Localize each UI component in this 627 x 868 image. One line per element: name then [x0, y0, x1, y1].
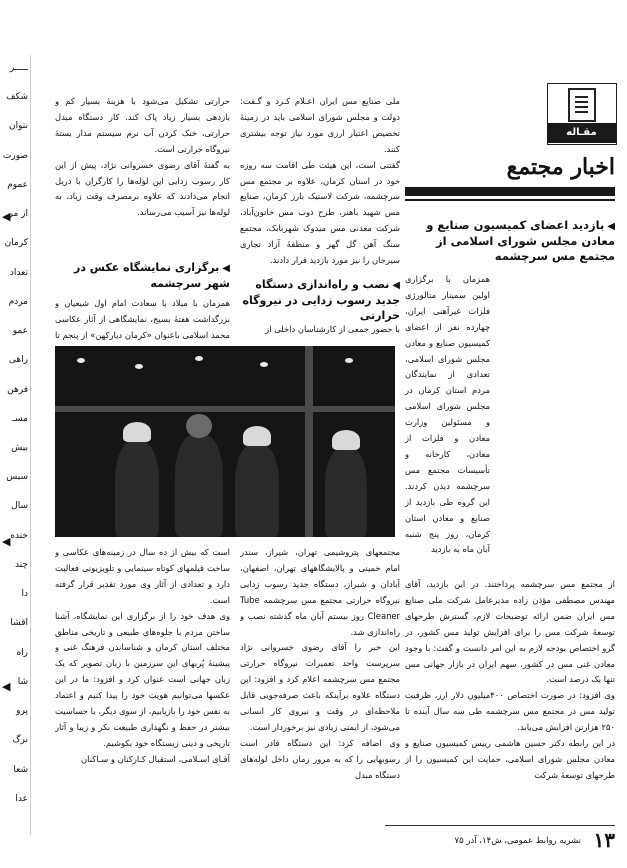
edge-triangle-icon: ◀ — [2, 210, 11, 223]
ceiling-light — [260, 362, 268, 367]
article-2-column — [240, 545, 400, 784]
person-figure — [175, 434, 223, 537]
edge-text-fragment: نتوان — [9, 121, 28, 132]
pipe-shape — [305, 346, 313, 537]
edge-text-fragment: دا — [21, 589, 28, 600]
article-1-paragraph: وی افزود: در صورت اختصاص ۴۰۰میلیون دلار ارز، ظرفیت تولید مس در مجتمع مس سرچشمه طی سه سال آینده تا ۲۵۰ هزارتن افزایش می‌یابد. — [405, 690, 615, 733]
edge-text-fragment: شعا — [13, 764, 28, 775]
publication-info: نشریه روابط عمومی، ش۱۴، آذر ۷۵ — [454, 836, 581, 846]
article-3-paragraph: آقـای اسـلامی، استقبال کـارکنان و سـاکنان — [81, 753, 230, 764]
article-1-paragraph: در این رابطه دکتر حسین هاشمی رییس کمیسیون صنایع و معادن مجلس شورای اسلامی، حمایت این کمیسیون را از طرحهای توسعهٔ شرکت — [405, 738, 615, 780]
document-stack-icon — [568, 88, 596, 122]
article-1-heading — [405, 218, 615, 264]
article-1-column-middle — [240, 94, 400, 269]
ceiling-light — [135, 364, 143, 369]
article-1-heading-text: بازدید اعضای کمیسیون صنایع و معادن مجلس شورای اسلامی از مجتمع مس سرچشمه — [426, 218, 615, 263]
triangle-bullet-icon: ◀ — [392, 280, 400, 291]
article-1-paragraph: ملی صنایع مس ایران اعـلام کـرد و گـفت: دولت و مجلس شورای اسلامی باید در زمینهٔ تخصیص اعتبار ارزی مورد نیاز توجه بیشتری کنند. — [240, 96, 400, 154]
person-figure — [325, 448, 367, 537]
pipe-shape — [55, 406, 395, 412]
edge-text-fragment: عموم — [7, 179, 28, 190]
edge-text-fragment: راهی — [8, 355, 28, 366]
article-3-heading-text: برگزاری نمایشگاه عکس در شهر سرچشمه — [73, 261, 230, 290]
edge-text-fragment: بیش — [11, 443, 28, 453]
article-1-paragraph: همزمان با برگزاری اولین سمینار متالورژی فلزات غیرآهنی ایران، چهارده نفر از اعضای کمیسیون صنایع و معادن مجلس شورای اسلامی، تعدادی از نمایندگان مردم استان کرمان در مجلس شورای اسلامی و مسئولین وزارت معادن و فلزات از معادن، کارخانه و تأسیسات مجتمع مس سرچشمه دیدن کردند. این گروه طی بازدید از صنایع و معادن استان کرمان، روز پنج شنبه آبان ماه به بازدید — [405, 274, 490, 555]
article-3-paragraph: همزمان با میلاد با سعادت امام اول شیعیان و بزرگداشت هفتهٔ بسیج، نمایشگاهی از آثار عکاسی محمد اسلامی باعنوان «کرمان دیارکهن» از پنجم تا — [55, 298, 230, 340]
helmet-shape — [123, 422, 151, 442]
article-2-paragraph: به گفتهٔ آقای رضوی خسروانی نژاد، پیش از این کار رسوب زدایی این لوله‌ها را کارگران با دریل انجام می‌دادند که علاوه برمصرف وقت زیاد، به لوله‌ها نیز آسیب می‌رساند. — [55, 159, 230, 218]
article-1-column-continued — [405, 577, 615, 784]
person-figure — [235, 444, 279, 537]
ceiling-light — [77, 358, 85, 363]
edge-text-fragment: عدا — [15, 793, 28, 804]
page-number: ۱۳ — [593, 828, 615, 852]
article-3-heading — [55, 260, 230, 291]
triangle-bullet-icon: ◀ — [222, 263, 230, 274]
article-2-paragraph: مجتمعهای پتروشیمی تهران، شیراز، سندر امام خمینی و پالایشگاههای تهران، اصفهان، آبادان و شیراز، دستگاه جدید رسوب زدایی نیروگاه حرارتی مجتمع مس سرچشمه Tube Cleaner روز بیستم آبان ماه گذشته نصب و راه‌اندازی شد. — [240, 547, 400, 637]
person-figure — [115, 441, 159, 537]
article-3-paragraph: وی هدف خود را از برگزاری این نمایشگاه، آشنا ساختن مردم با جلوه‌های طبیعی و تاریخی مناطق مختلف استان کرمان و شناساندن فرهنگ غنی و پیشینهٔ پُربهای این سرزمین با زبان تصویر که یک زبان جهانی است عنوان کرد و افزود: ما در این عکسها می‌توانیم هویت خود را پیدا کنیم و اعتماد به نفس خود را بازیابیم، از سوی دیگر، با حساسیت بیشتر در حفظ و نگهداری طبیعت بکر و زیبا و آثار تاریخی و دینی زیستگاه خود بکوشیم. — [55, 610, 230, 748]
article-2-intro-text: با حضور جمعی از کارشناسان داخلی از — [265, 324, 400, 334]
article-2-intro — [240, 322, 400, 338]
edge-text-fragment: از مر — [8, 209, 28, 220]
edge-text-fragment: ـــــر — [9, 63, 28, 73]
edge-text-fragment: فرهن — [7, 384, 28, 395]
edge-triangle-icon: ◀ — [2, 535, 11, 548]
edge-text-fragment: اقشا — [10, 618, 28, 629]
badge-label: مقـاله — [547, 123, 616, 143]
article-3-column-continued — [55, 545, 230, 768]
article-2-paragraph: حرارتی تشکیل می‌شود با هزینهٔ بسیار کم و بازدهی بسیار زیاد پاک کند. کار دستگاه مبدل حرارتی، خنک کردن آب نرم سیستم مدار بستهٔ نیروگاه حرارتی است. — [55, 96, 230, 154]
edge-text-fragment: خنده — [10, 530, 28, 541]
edge-text-fragment: راه — [16, 647, 28, 658]
edge-text-fragment: پرو — [16, 706, 28, 717]
edge-text-fragment: مردم — [8, 296, 28, 307]
article-2-heading — [240, 277, 400, 323]
head-shape — [186, 414, 212, 438]
edge-text-fragment: تعداد — [9, 267, 28, 278]
article-2-column-continued — [55, 94, 230, 221]
edge-text-fragment: صورت — [2, 150, 28, 161]
edge-text-fragment: سیس — [6, 472, 28, 483]
helmet-shape — [243, 426, 271, 446]
edge-triangle-icon: ◀ — [2, 680, 11, 693]
section-title: اخبار مجتمع — [506, 154, 615, 180]
edge-text-fragment: مسـ — [12, 413, 28, 424]
edge-text-fragment: چند — [14, 559, 28, 570]
triangle-bullet-icon: ◀ — [607, 221, 615, 232]
helmet-shape — [332, 430, 360, 450]
title-rule — [405, 187, 615, 196]
edge-text-fragment: شکف — [6, 92, 28, 103]
edge-text-fragment: برگ — [12, 735, 28, 746]
page-footer — [385, 825, 615, 854]
article-3-paragraph: است که بیش از ده سال در زمینه‌های عکاسی و ساخت فیلمهای کوتاه سینمایی و تلویزیونی فعالیت دارد و تعدادی از آثار وی مورد تقدیر قرار گرفته است. — [55, 547, 230, 605]
ceiling-light — [345, 358, 353, 363]
ceiling-light — [195, 356, 203, 361]
article-2-paragraph: این خبر را آقای رضوی خسروانی نژاد سرپرست واحد تعمیرات نیروگاه حرارتی مجتمع مس سرچشمه اعلام کرد و افزود: این دستگاه علاوه برآینکه باعث صرفه‌جویی قابل ملاحظه‌ای در وقت و نیروی کار انسانی می‌شود، از ایمنی زیادی نیز برخوردار است. — [240, 642, 400, 732]
edge-text-fragment: کرمان — [4, 238, 28, 249]
article-1-paragraph: گفتنی است، این هیئت طی اقامت سه روزه خود در استان کرمان، علاوه بر مجتمع مس سرچشمه، شرکت لاستیک بارز کرمان، صنایع مس شهید باهنر، طرح ذوب مس خاتون‌آباد، شرکت معدنی مس میدوک شهربابک، مجتمع سنگ آهن گل گهر و منطقهٔ آزاد تجاری سیرجان را نیز مورد بازدید قرار دادند. — [240, 159, 400, 266]
article-1-column-narrow — [405, 272, 490, 558]
edge-text-fragment: عمو — [12, 326, 28, 337]
edge-text-fragment: شا — [17, 676, 28, 687]
article-2-heading-text: نصب و راه‌اندازی دستگاه جدید رسوب زدایی در نیروگاه حرارتی — [242, 278, 400, 322]
workers-with-helmets-photo — [55, 346, 395, 537]
edge-text-fragment: سال — [11, 501, 28, 512]
adjacent-page-edge — [0, 55, 31, 835]
title-rule-thin — [405, 199, 615, 201]
article-1-paragraph: از مجتمع مس سرچشمه پرداختند. در این بازدید، آقای مهندس مصطفی مؤذن زاده مدیرعامل شرکت ملی صنایع مس ایران ضمن ارائه توضیحات لازم، گسترش طرحهای توسعهٔ شرکت مس را برای افزایش تولید مس کشور، در گرو اختصاص بودجه لازم به این امر دانست و گفت: با وجود معادن غنی مس در کشور، سهم ایران در بازار جهانی مس تنها یک درصد است. — [405, 579, 615, 685]
article-2-paragraph: وی اضافه کرد: این دستگاه قادر است رسوبهایی را که به مرور زمان داخل لوله‌های دستگاه مبدل — [240, 737, 400, 780]
